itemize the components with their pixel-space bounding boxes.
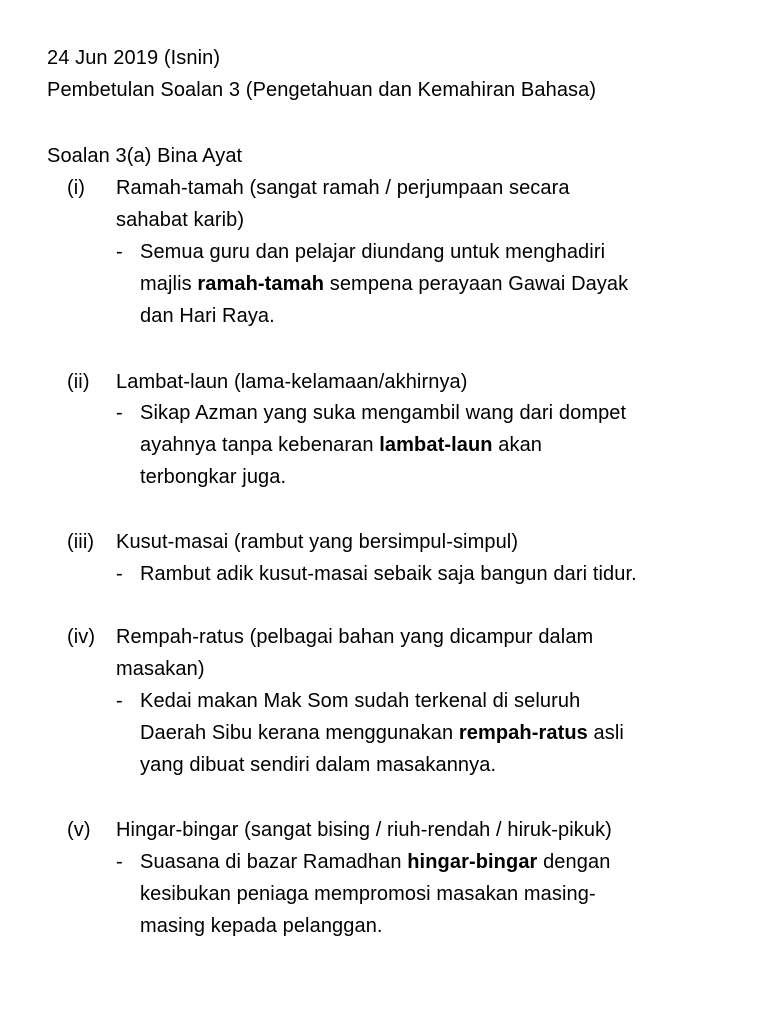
example-sentence: Suasana di bazar Ramadhan hingar-bingar dengan: [140, 851, 611, 873]
example-sentence: yang dibuat sendiri dalam masakannya.: [140, 754, 497, 776]
item-numeral: (v): [67, 819, 91, 841]
item-numeral: (i): [67, 177, 86, 199]
bold-term: lambat-laun: [379, 434, 493, 456]
example-sentence: Kedai makan Mak Som sudah terkenal di seluruh: [140, 690, 581, 712]
bullet-dash: -: [116, 241, 123, 263]
example-sentence: ayahnya tanpa kebenaran lambat-laun akan: [140, 434, 543, 456]
item-numeral: (iii): [67, 531, 95, 553]
example-sentence: kesibukan peniaga mempromosi masakan masing-: [140, 883, 596, 905]
item-term: Lambat-laun (lama-kelamaan/akhirnya): [116, 371, 468, 393]
example-sentence: Rambut adik kusut-masai sebaik saja bangun dari tidur.: [140, 563, 637, 585]
example-sentence: Semua guru dan pelajar diundang untuk menghadiri: [140, 241, 606, 263]
bold-term: hingar-bingar: [407, 851, 538, 873]
item-term-continued: sahabat karib): [116, 209, 245, 231]
bullet-dash: -: [116, 563, 123, 585]
item-numeral: (ii): [67, 371, 90, 393]
bullet-dash: -: [116, 851, 123, 873]
date-line: 24 Jun 2019 (Isnin): [47, 47, 221, 69]
item-term: Kusut-masai (rambut yang bersimpul-simpul): [116, 531, 519, 553]
example-sentence: masing kepada pelanggan.: [140, 915, 383, 937]
item-numeral: (iv): [67, 626, 96, 648]
example-sentence: dan Hari Raya.: [140, 305, 275, 327]
item-term: Rempah-ratus (pelbagai bahan yang dicampur dalam: [116, 626, 594, 648]
page-title: Pembetulan Soalan 3 (Pengetahuan dan Kemahiran Bahasa): [47, 79, 597, 101]
example-sentence: Daerah Sibu kerana menggunakan rempah-ratus asli: [140, 722, 624, 744]
example-sentence: majlis ramah-tamah sempena perayaan Gawai Dayak: [140, 273, 629, 295]
bullet-dash: -: [116, 690, 123, 712]
item-term: Hingar-bingar (sangat bising / riuh-rendah / hiruk-pikuk): [116, 819, 612, 841]
bold-term: ramah-tamah: [197, 273, 325, 295]
item-term: Ramah-tamah (sangat ramah / perjumpaan secara: [116, 177, 570, 199]
section-heading: Soalan 3(a) Bina Ayat: [47, 145, 243, 167]
example-sentence: terbongkar juga.: [140, 466, 287, 488]
item-term-continued: masakan): [116, 658, 205, 680]
bullet-dash: -: [116, 402, 123, 424]
example-sentence: Sikap Azman yang suka mengambil wang dari dompet: [140, 402, 627, 424]
bold-term: rempah-ratus: [458, 722, 588, 744]
